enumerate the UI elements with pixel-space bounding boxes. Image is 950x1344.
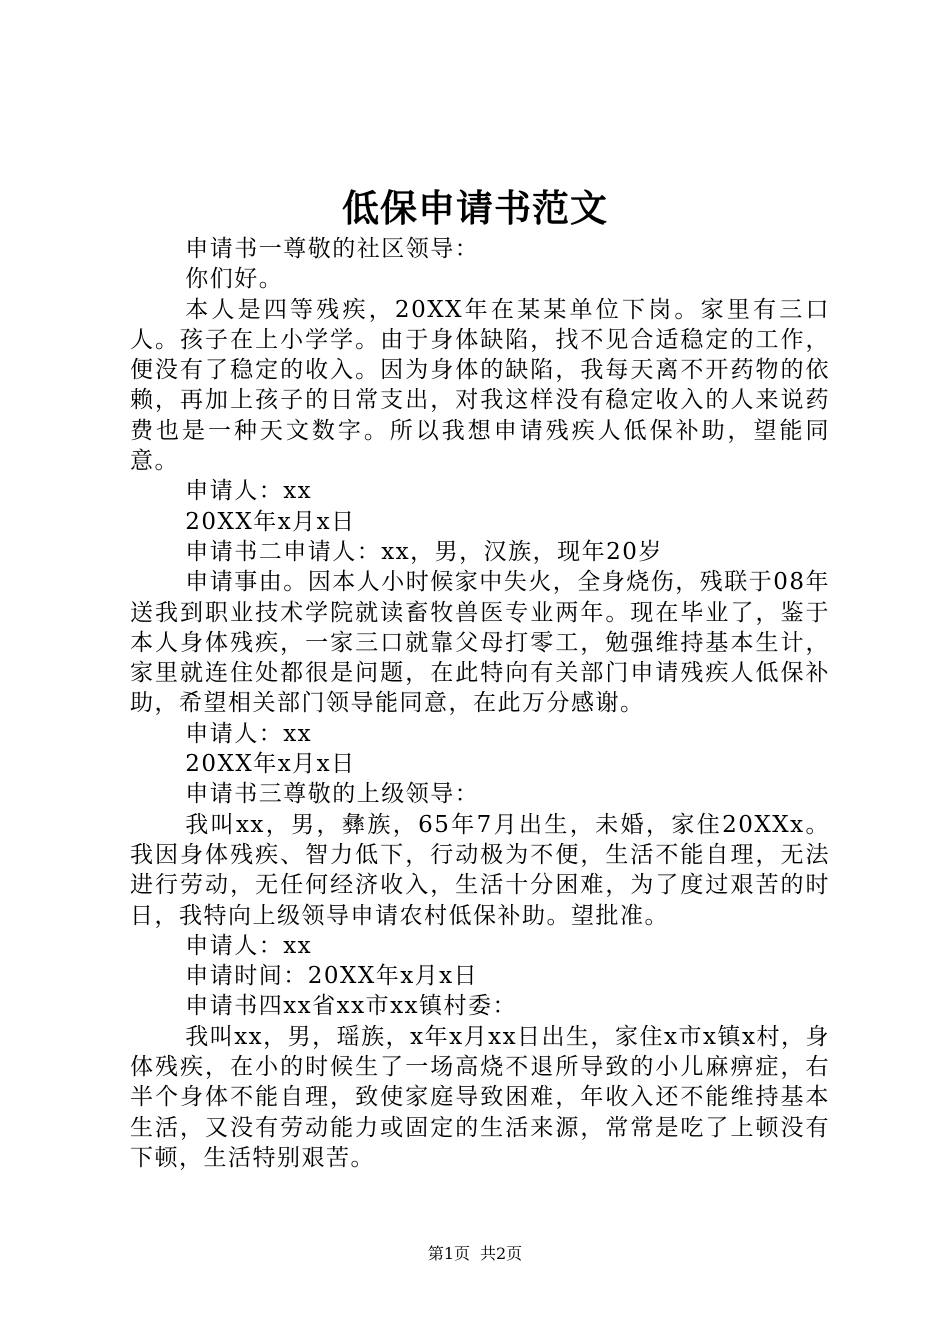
paragraph: 我叫xx，男，瑶族，x年x月xx日出生，家住x市x镇x村，身体残疾，在小的时候生了一场高烧不退所导致的小儿麻痹症，右半个身体不能自理，致使家庭导致困难，年收入还不能维持基本生活，又没有劳动能力或固定的生活来源，常常是吃了上顿没有下顿，生活特别艰苦。 xyxy=(130,1023,830,1171)
page-count: 共2页 xyxy=(480,1244,523,1263)
paragraph: 申请书一尊敬的社区领导： xyxy=(185,236,480,262)
document-title: 低保申请书范文 xyxy=(342,186,608,230)
paragraph: 20XX年x月x日 xyxy=(185,751,356,778)
paragraph: 申请人：xx xyxy=(185,478,313,505)
paragraph: 申请时间：20XX年x月x日 xyxy=(185,963,479,990)
paragraph: 申请人：xx xyxy=(185,932,313,959)
paragraph: 申请事由。因本人小时候家中失火，全身烧伤，残联于08年送我到职业技术学院就读畜牧兽医专业两年。现在毕业了，鉴于本人身体残疾，一家三口就靠父母打零工，勉强维持基本生计，家里就连住处都很是问题，在此特向有关部门申请残疾人低保补助，希望相关部门领导能同意，在此万分感谢。 xyxy=(130,569,830,717)
paragraph: 申请书四xx省xx市xx镇村委： xyxy=(185,993,518,1020)
document-body xyxy=(130,234,830,1173)
paragraph: 申请人：xx xyxy=(185,720,313,747)
page-footer xyxy=(0,1243,950,1265)
paragraph: 20XX年x月x日 xyxy=(185,508,356,535)
paragraph: 我叫xx，男，彝族，65年7月出生，未婚，家住20XXx。我因身体残疾、智力低下，行动极为不便，生活不能自理，无法进行劳动，无任何经济收入，生活十分困难，为了度过艰苦的时日，我特向上级领导申请农村低保补助。望批准。 xyxy=(130,811,830,929)
page-number: 第1页 xyxy=(427,1244,470,1263)
paragraph: 申请书二申请人：xx，男，汉族，现年20岁 xyxy=(185,538,663,565)
paragraph: 本人是四等残疾，20XX年在某某单位下岗。家里有三口人。孩子在上小学学。由于身体缺陷，找不见合适稳定的工作，便没有了稳定的收入。因为身体的缺陷，我每天离不开药物的依赖，再加上孩子的日常支出，对我这样没有稳定收入的人来说药费也是一种天文数字。所以我想申请残疾人低保补助，望能同意。 xyxy=(130,296,830,475)
paragraph: 申请书三尊敬的上级领导： xyxy=(185,781,480,808)
paragraph: 你们好。 xyxy=(185,266,284,293)
